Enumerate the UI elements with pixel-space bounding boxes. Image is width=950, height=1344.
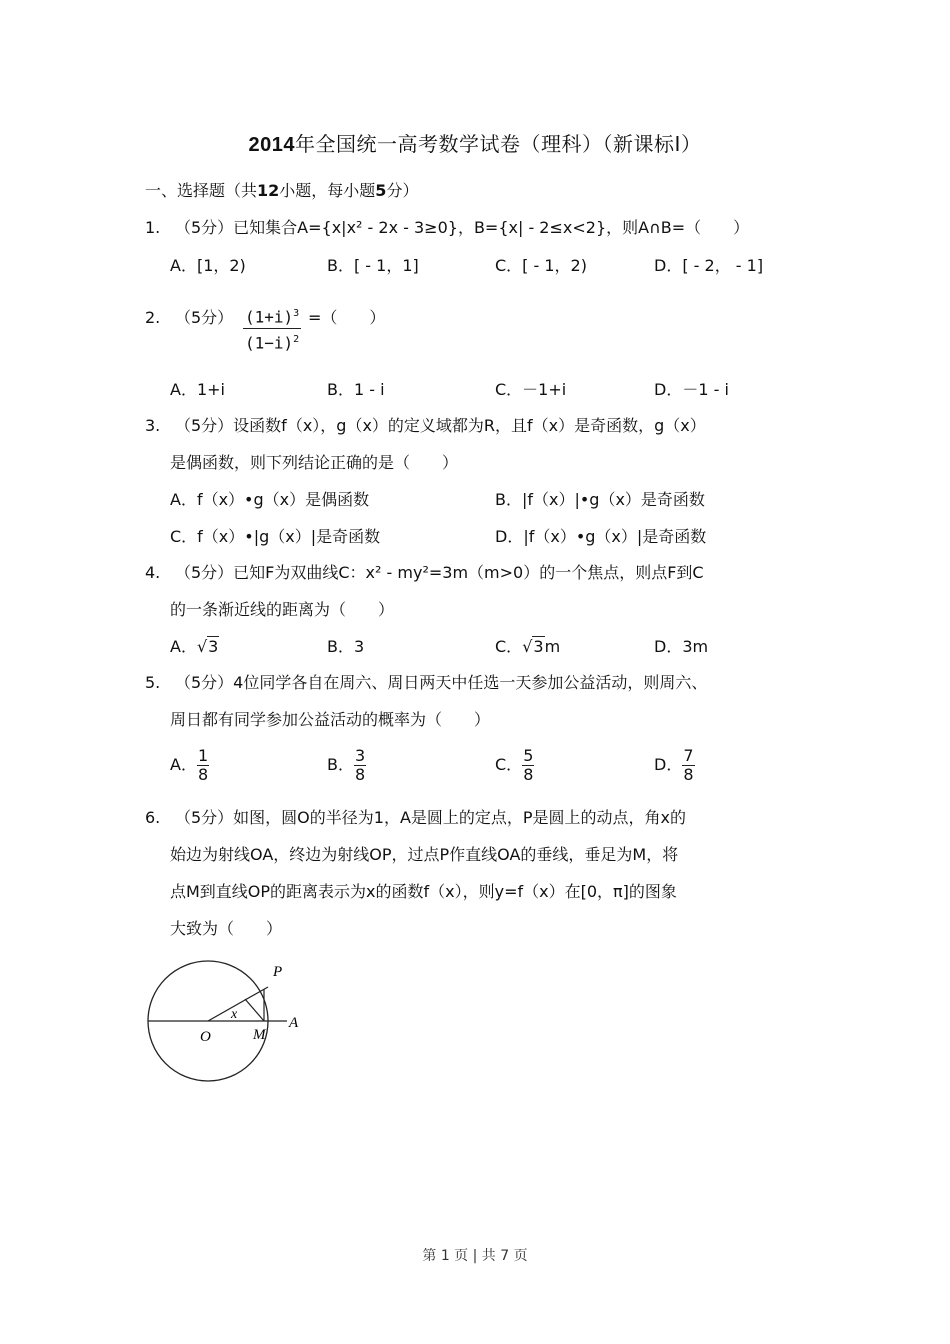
question-stem-line-2: 的一条渐近线的距离为（ ） [170, 600, 395, 619]
question-number: 2. [145, 308, 161, 327]
option-label: A． [170, 755, 197, 774]
denominator: 8 [683, 765, 694, 784]
option-suffix: m [544, 637, 561, 656]
option-d: D．[ - 2， - 1] [654, 256, 764, 275]
numerator: 1 [197, 746, 209, 765]
label-m: M [253, 1027, 266, 1043]
option-d: D．|f（x）•g（x）|是奇函数 [495, 527, 707, 546]
sqrt-expression: √3 [196, 637, 219, 656]
label-a: A [289, 1015, 299, 1031]
fraction-numerator: (1+i) [245, 307, 294, 327]
option-c [495, 747, 534, 784]
question-stem: （5分）已知集合A={x|x² - 2x - 3≥0}，B={x| - 2≤x<2}，则A∩B=（ ） [175, 218, 750, 237]
question-stem-line-1: （5分）如图，圆O的半径为1，A是圆上的定点，P是圆上的动点，角x的 [175, 808, 687, 827]
option-a: A．1+i [170, 380, 225, 399]
document-title [0, 128, 950, 157]
question-stem-prefix: （5分） [175, 308, 234, 327]
fraction [354, 747, 366, 784]
label-o: O [200, 1029, 211, 1045]
section-mid: 小题，每小题 [279, 181, 376, 200]
section-heading [145, 181, 418, 201]
option-label: D． [654, 637, 683, 656]
option-label: A． [170, 637, 197, 656]
question-stem-line-1: （5分）4位同学各自在周六、周日两天中任选一天参加公益活动，则周六、 [175, 673, 708, 692]
section-suffix: 分） [386, 181, 419, 200]
option-c [495, 637, 560, 657]
option-text: 3 [353, 637, 365, 656]
question-number: 3. [145, 416, 161, 435]
option-a: A．[1，2) [170, 256, 246, 275]
option-label: C． [495, 755, 523, 774]
option-label: B． [327, 755, 354, 774]
fraction [197, 747, 209, 784]
denominator-exponent: 2 [293, 334, 300, 346]
section-count: 12 [257, 181, 280, 200]
section-prefix: 一、选择题（共 [145, 181, 258, 200]
sqrt-expression: √3 [522, 637, 544, 656]
option-a [170, 637, 219, 657]
option-a: A．f（x）•g（x）是偶函数 [170, 490, 370, 509]
numerator: 7 [683, 746, 694, 765]
title-text: 年全国统一高考数学试卷（理科）（新课标Ⅰ） [295, 132, 702, 156]
question-stem-line-2: 是偶函数，则下列结论正确的是（ ） [170, 453, 459, 472]
option-c: C．[ - 1，2) [495, 256, 587, 275]
numerator-exponent: 3 [293, 308, 300, 319]
option-d [654, 747, 695, 784]
radicand: 3 [208, 637, 219, 656]
question-stem-line-2: 始边为射线OA，终边为射线OP，过点P作直线OA的垂线，垂足为M，将 [170, 845, 679, 864]
option-b: B．|f（x）|•g（x）是奇函数 [495, 490, 705, 509]
question-number: 6. [145, 808, 161, 827]
option-label: D． [654, 755, 683, 774]
page-footer: 第 1 页 | 共 7 页 [422, 1248, 528, 1264]
question-stem-line-2: 周日都有同学参加公益活动的概率为（ ） [170, 710, 491, 729]
option-b: B．1 - i [327, 380, 385, 399]
option-c: C．－1+i [495, 380, 567, 399]
numerator: 3 [354, 746, 366, 765]
question-number: 4. [145, 563, 161, 582]
question-stem-line-4: 大致为（ ） [170, 919, 283, 938]
label-x: x [231, 1007, 238, 1022]
fraction-denominator: (1−i) [245, 333, 294, 353]
question-stem-line-1: （5分）设函数f（x），g（x）的定义域都为R，且f（x）是奇函数，g（x） [175, 416, 706, 435]
option-label: C． [495, 637, 523, 656]
fraction-expression [243, 303, 301, 355]
question-stem-suffix: =（ ） [308, 308, 386, 327]
option-b: B．[ - 1，1] [327, 256, 419, 275]
numerator: 5 [523, 746, 534, 765]
title-year: 2014 [248, 134, 296, 156]
denominator: 8 [523, 765, 534, 784]
label-p: P [273, 964, 283, 980]
option-b [327, 747, 366, 784]
question-number: 5. [145, 673, 161, 692]
fraction [522, 747, 534, 784]
question-stem-line-1: （5分）已知F为双曲线C：x² - my²=3m（m>0）的一个焦点，则点F到C [175, 563, 704, 582]
option-d [654, 637, 708, 657]
option-label: B． [327, 637, 354, 656]
denominator: 8 [197, 765, 209, 784]
option-b [327, 637, 364, 657]
option-a [170, 747, 209, 784]
denominator: 8 [354, 765, 366, 784]
option-c: C．f（x）•|g（x）|是奇函数 [170, 527, 381, 546]
question-stem-line-3: 点M到直线OP的距离表示为x的函数f（x），则y=f（x）在[0，π]的图象 [170, 882, 677, 901]
option-text: 3m [682, 637, 709, 656]
circle-diagram [140, 952, 310, 1088]
option-d: D．－1 - i [654, 380, 729, 399]
radicand: 3 [533, 637, 544, 656]
section-points: 5 [375, 181, 387, 200]
fraction [682, 747, 694, 784]
question-number: 1. [145, 218, 161, 237]
